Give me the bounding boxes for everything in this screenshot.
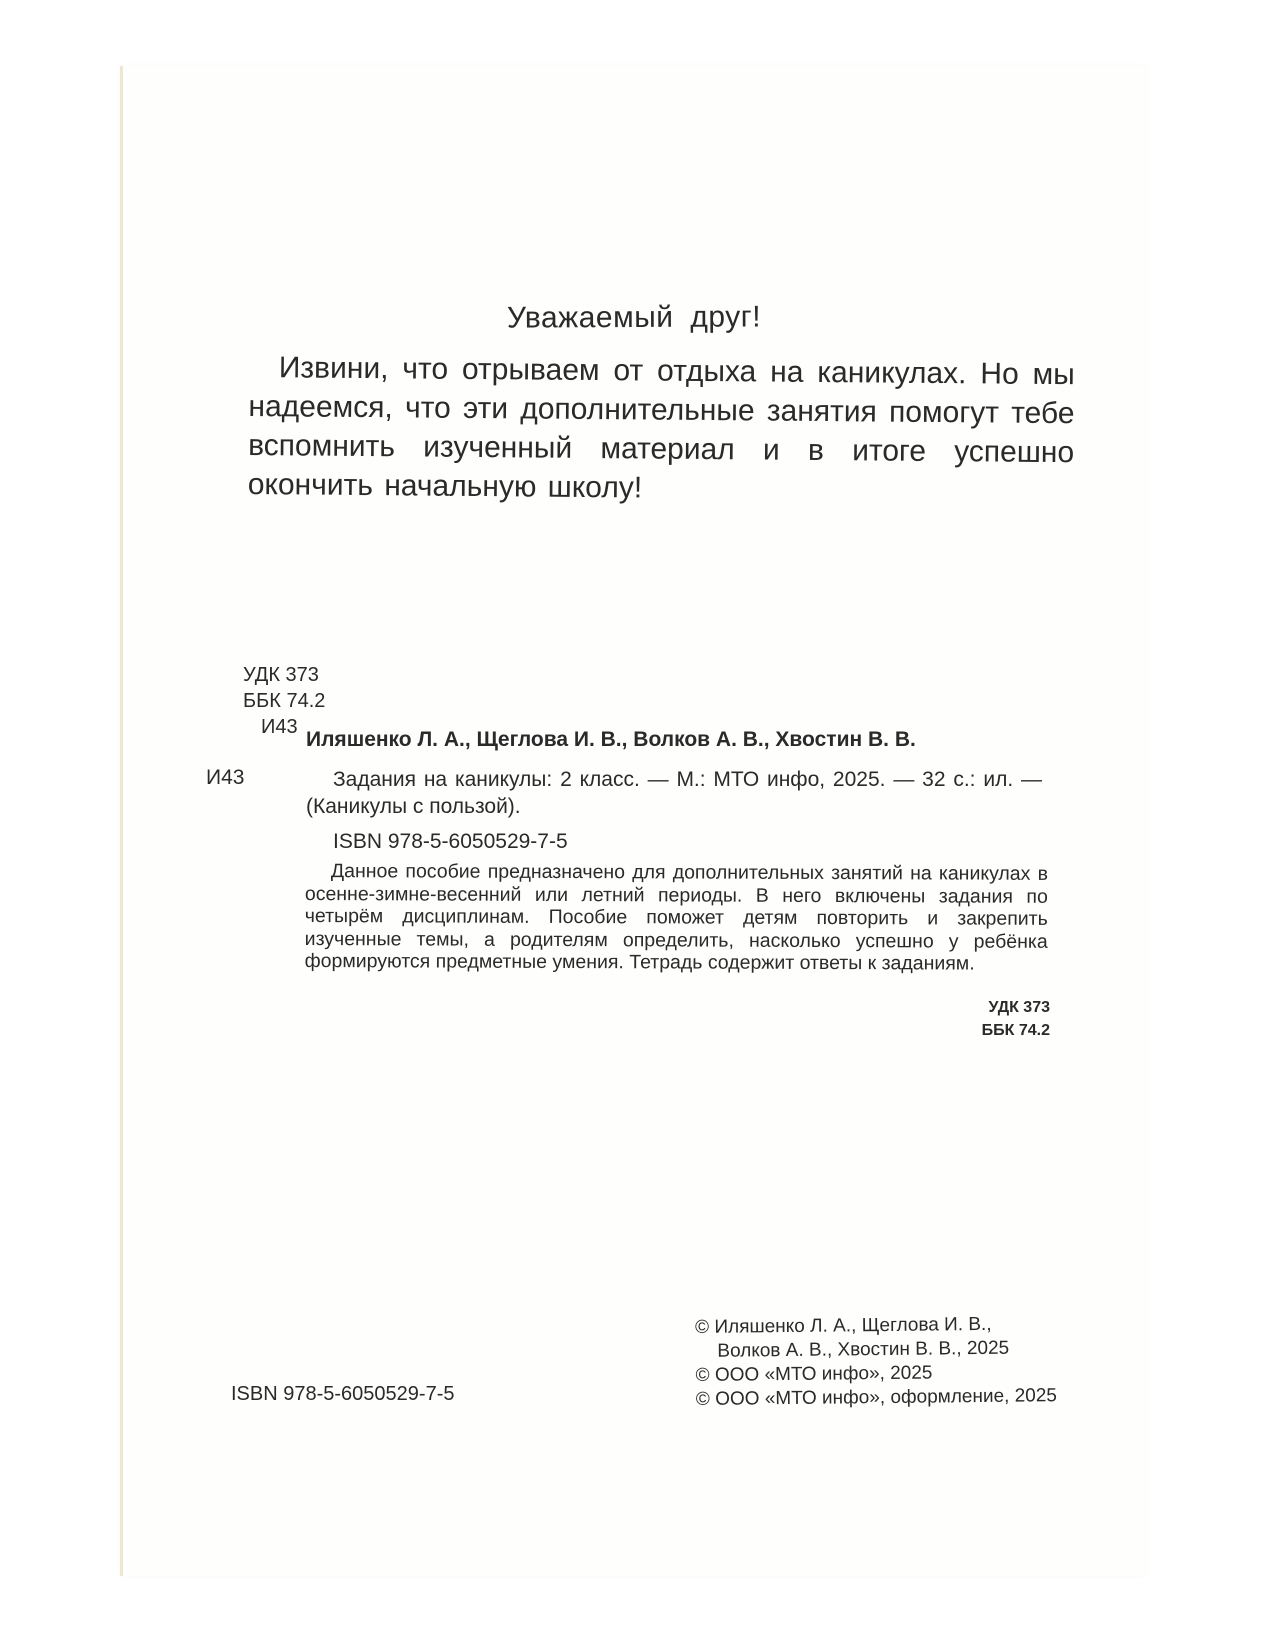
record-annotation: Данное пособие предназначено для дополнительных занятий на каникулах в осенне-зимне-весенний или летний периоды. В него включены задания по четырём дисциплинам. Пособие поможет детям повторить и закрепить изученные темы, а родителям определить, насколько успешно у ребёнка формируются предметные умения. Тетрадь содержит ответы к заданиям. xyxy=(304,860,1048,975)
copyright-block xyxy=(695,1312,1057,1412)
record-bbk: ББК 74.2 xyxy=(981,1022,1050,1039)
letter-greeting: Уважаемый друг! xyxy=(506,300,762,335)
record-description: Задания на каникулы: 2 класс. — М.: МТО инфо, 2025. — 32 с.: ил. — (Каникулы с пользой). xyxy=(306,768,1042,818)
record-authors: Иляшенко Л. А., Щеглова И. В., Волков А. В., Хвостин В. В. xyxy=(306,728,916,751)
record-codes xyxy=(982,996,1050,1042)
footer-isbn: ISBN 978-5-6050529-7-5 xyxy=(231,1383,455,1405)
copyright-authors-line1: © Иляшенко Л. А., Щеглова И. В., xyxy=(695,1313,992,1338)
udk-code: УДК 373 xyxy=(243,664,319,686)
copyright-design: © ООО «МТО инфо», оформление, 2025 xyxy=(695,1385,1058,1410)
record-isbn: ISBN 978-5-6050529-7-5 xyxy=(333,830,568,853)
copyright-authors-line2: Волков А. В., Хвостин В. В., 2025 xyxy=(717,1337,1010,1362)
bbk-code: ББК 74.2 xyxy=(243,690,326,712)
book-page xyxy=(120,66,1145,1576)
record-udk: УДК 373 xyxy=(988,999,1050,1016)
record-author-mark: И43 xyxy=(206,766,245,789)
copyright-publisher: © ООО «МТО инфо», 2025 xyxy=(695,1362,933,1386)
author-mark: И43 xyxy=(261,716,298,738)
letter-body: Извини, что отрываем от отдыха на каникулах. Но мы надеемся, что эти дополнительные занятия помогут тебе вспомнить изученный материал и в итоге успешно окончить начальную школу! xyxy=(247,351,1075,505)
